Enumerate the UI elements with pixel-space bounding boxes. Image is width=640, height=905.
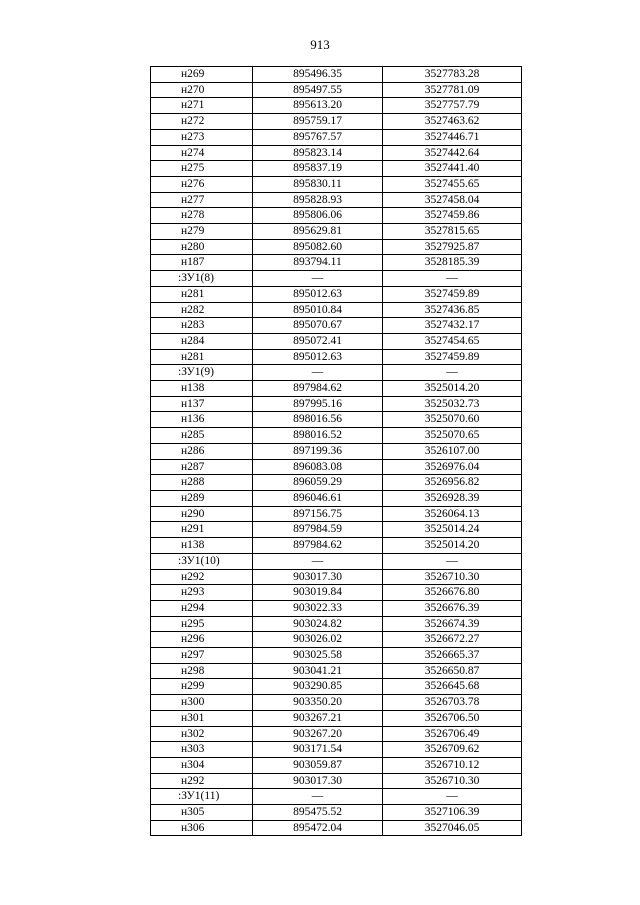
- point-name-cell: н292: [151, 569, 253, 585]
- table-row: [151, 412, 522, 428]
- table-row: [151, 522, 522, 538]
- point-name-cell: н301: [151, 710, 253, 726]
- point-name-cell: н285: [151, 428, 253, 444]
- y-coordinate-cell: 3528185.39: [383, 255, 522, 271]
- y-coordinate-cell: 3527781.09: [383, 82, 522, 98]
- x-coordinate-cell: 898016.52: [253, 428, 383, 444]
- y-coordinate-cell: 3526676.39: [383, 600, 522, 616]
- point-name-cell: :ЗУ1(8): [151, 271, 253, 287]
- section-header-row: [151, 365, 522, 381]
- table-row: [151, 82, 522, 98]
- point-name-cell: н276: [151, 176, 253, 192]
- x-coordinate-cell: 903267.20: [253, 726, 383, 742]
- point-name-cell: н270: [151, 82, 253, 98]
- y-coordinate-cell: 3527459.86: [383, 208, 522, 224]
- y-coordinate-cell: 3526706.50: [383, 710, 522, 726]
- table-row: [151, 208, 522, 224]
- x-coordinate-cell: 903025.58: [253, 648, 383, 664]
- section-header-row: [151, 789, 522, 805]
- point-name-cell: н275: [151, 161, 253, 177]
- y-coordinate-cell: 3526956.82: [383, 475, 522, 491]
- y-coordinate-cell: 3527436.85: [383, 302, 522, 318]
- x-coordinate-cell: 895823.14: [253, 145, 383, 161]
- x-coordinate-cell: 895828.93: [253, 192, 383, 208]
- table-row: [151, 663, 522, 679]
- x-coordinate-cell: 903017.30: [253, 569, 383, 585]
- point-name-cell: н138: [151, 381, 253, 397]
- y-coordinate-cell: 3526672.27: [383, 632, 522, 648]
- table-row: [151, 648, 522, 664]
- x-coordinate-cell: 903019.84: [253, 585, 383, 601]
- point-name-cell: н290: [151, 506, 253, 522]
- y-coordinate-cell: 3526674.39: [383, 616, 522, 632]
- table-row: [151, 192, 522, 208]
- point-name-cell: н269: [151, 67, 253, 83]
- y-coordinate-cell: —: [383, 789, 522, 805]
- table-row: [151, 773, 522, 789]
- table-row: [151, 349, 522, 365]
- y-coordinate-cell: 3527757.79: [383, 98, 522, 114]
- x-coordinate-cell: 897984.59: [253, 522, 383, 538]
- point-name-cell: н280: [151, 239, 253, 255]
- point-name-cell: н298: [151, 663, 253, 679]
- section-header-row: [151, 553, 522, 569]
- point-name-cell: н303: [151, 742, 253, 758]
- y-coordinate-cell: —: [383, 365, 522, 381]
- point-name-cell: н299: [151, 679, 253, 695]
- point-name-cell: н306: [151, 820, 253, 836]
- x-coordinate-cell: 903267.21: [253, 710, 383, 726]
- x-coordinate-cell: 893794.11: [253, 255, 383, 271]
- y-coordinate-cell: 3525070.65: [383, 428, 522, 444]
- point-name-cell: н292: [151, 773, 253, 789]
- x-coordinate-cell: 896083.08: [253, 459, 383, 475]
- x-coordinate-cell: 895070.67: [253, 318, 383, 334]
- y-coordinate-cell: 3527446.71: [383, 129, 522, 145]
- table-row: [151, 506, 522, 522]
- point-name-cell: :ЗУ1(9): [151, 365, 253, 381]
- point-name-cell: н287: [151, 459, 253, 475]
- x-coordinate-cell: 895012.63: [253, 349, 383, 365]
- point-name-cell: н279: [151, 224, 253, 240]
- point-name-cell: н305: [151, 805, 253, 821]
- point-name-cell: н282: [151, 302, 253, 318]
- x-coordinate-cell: 895806.06: [253, 208, 383, 224]
- y-coordinate-cell: —: [383, 271, 522, 287]
- table-row: [151, 302, 522, 318]
- point-name-cell: :ЗУ1(10): [151, 553, 253, 569]
- y-coordinate-cell: 3526928.39: [383, 490, 522, 506]
- point-name-cell: н272: [151, 114, 253, 130]
- y-coordinate-cell: 3526665.37: [383, 648, 522, 664]
- point-name-cell: н291: [151, 522, 253, 538]
- x-coordinate-cell: 895767.57: [253, 129, 383, 145]
- point-name-cell: н286: [151, 443, 253, 459]
- point-name-cell: н281: [151, 286, 253, 302]
- point-name-cell: н304: [151, 757, 253, 773]
- table-row: [151, 396, 522, 412]
- y-coordinate-cell: 3525070.60: [383, 412, 522, 428]
- x-coordinate-cell: 903026.02: [253, 632, 383, 648]
- x-coordinate-cell: 903017.30: [253, 773, 383, 789]
- table-row: [151, 585, 522, 601]
- point-name-cell: н293: [151, 585, 253, 601]
- point-name-cell: н138: [151, 538, 253, 554]
- x-coordinate-cell: 896046.61: [253, 490, 383, 506]
- y-coordinate-cell: 3526710.30: [383, 773, 522, 789]
- x-coordinate-cell: —: [253, 553, 383, 569]
- table-row: [151, 490, 522, 506]
- y-coordinate-cell: 3527463.62: [383, 114, 522, 130]
- y-coordinate-cell: 3526976.04: [383, 459, 522, 475]
- page-number: 913: [310, 37, 330, 52]
- point-name-cell: н302: [151, 726, 253, 742]
- x-coordinate-cell: 895012.63: [253, 286, 383, 302]
- point-name-cell: :ЗУ1(11): [151, 789, 253, 805]
- x-coordinate-cell: 895837.19: [253, 161, 383, 177]
- x-coordinate-cell: —: [253, 789, 383, 805]
- table-row: [151, 459, 522, 475]
- point-name-cell: н273: [151, 129, 253, 145]
- point-name-cell: н294: [151, 600, 253, 616]
- point-name-cell: н137: [151, 396, 253, 412]
- table-row: [151, 475, 522, 491]
- x-coordinate-cell: 903171.54: [253, 742, 383, 758]
- point-name-cell: н187: [151, 255, 253, 271]
- y-coordinate-cell: 3526709.62: [383, 742, 522, 758]
- table-row: [151, 318, 522, 334]
- table-row: [151, 820, 522, 836]
- y-coordinate-cell: 3527046.05: [383, 820, 522, 836]
- section-header-row: [151, 271, 522, 287]
- x-coordinate-cell: 903022.33: [253, 600, 383, 616]
- y-coordinate-cell: 3527459.89: [383, 349, 522, 365]
- point-name-cell: н281: [151, 349, 253, 365]
- x-coordinate-cell: 895613.20: [253, 98, 383, 114]
- x-coordinate-cell: 897984.62: [253, 538, 383, 554]
- x-coordinate-cell: 895496.35: [253, 67, 383, 83]
- table-row: [151, 129, 522, 145]
- table-row: [151, 239, 522, 255]
- table-row: [151, 428, 522, 444]
- table-row: [151, 443, 522, 459]
- x-coordinate-cell: 895629.81: [253, 224, 383, 240]
- point-name-cell: н283: [151, 318, 253, 334]
- table-row: [151, 161, 522, 177]
- y-coordinate-cell: 3525014.24: [383, 522, 522, 538]
- y-coordinate-cell: 3526107.00: [383, 443, 522, 459]
- y-coordinate-cell: 3526064.13: [383, 506, 522, 522]
- y-coordinate-cell: 3526645.68: [383, 679, 522, 695]
- x-coordinate-cell: 897156.75: [253, 506, 383, 522]
- x-coordinate-cell: 903059.87: [253, 757, 383, 773]
- table-row: [151, 98, 522, 114]
- y-coordinate-cell: 3527432.17: [383, 318, 522, 334]
- x-coordinate-cell: —: [253, 365, 383, 381]
- table-row: [151, 224, 522, 240]
- x-coordinate-cell: 896059.29: [253, 475, 383, 491]
- table-row: [151, 569, 522, 585]
- table-row: [151, 632, 522, 648]
- x-coordinate-cell: 903290.85: [253, 679, 383, 695]
- y-coordinate-cell: 3526650.87: [383, 663, 522, 679]
- table-row: [151, 757, 522, 773]
- y-coordinate-cell: 3526703.78: [383, 695, 522, 711]
- coordinates-table-body: [151, 67, 522, 836]
- table-row: [151, 742, 522, 758]
- y-coordinate-cell: —: [383, 553, 522, 569]
- y-coordinate-cell: 3527441.40: [383, 161, 522, 177]
- x-coordinate-cell: 903350.20: [253, 695, 383, 711]
- coordinates-table: [150, 66, 522, 836]
- point-name-cell: н300: [151, 695, 253, 711]
- x-coordinate-cell: 897995.16: [253, 396, 383, 412]
- x-coordinate-cell: 895072.41: [253, 333, 383, 349]
- point-name-cell: н288: [151, 475, 253, 491]
- table-row: [151, 333, 522, 349]
- y-coordinate-cell: 3525032.73: [383, 396, 522, 412]
- x-coordinate-cell: 895830.11: [253, 176, 383, 192]
- y-coordinate-cell: 3526710.30: [383, 569, 522, 585]
- point-name-cell: н297: [151, 648, 253, 664]
- y-coordinate-cell: 3525014.20: [383, 538, 522, 554]
- x-coordinate-cell: 895010.84: [253, 302, 383, 318]
- table-row: [151, 710, 522, 726]
- table-row: [151, 255, 522, 271]
- table-row: [151, 679, 522, 695]
- y-coordinate-cell: 3526706.49: [383, 726, 522, 742]
- y-coordinate-cell: 3527455.65: [383, 176, 522, 192]
- table-row: [151, 600, 522, 616]
- table-row: [151, 67, 522, 83]
- x-coordinate-cell: 895497.55: [253, 82, 383, 98]
- table-row: [151, 145, 522, 161]
- y-coordinate-cell: 3527106.39: [383, 805, 522, 821]
- x-coordinate-cell: 895082.60: [253, 239, 383, 255]
- table-row: [151, 805, 522, 821]
- x-coordinate-cell: 895759.17: [253, 114, 383, 130]
- point-name-cell: н284: [151, 333, 253, 349]
- table-row: [151, 538, 522, 554]
- table-row: [151, 114, 522, 130]
- point-name-cell: н296: [151, 632, 253, 648]
- x-coordinate-cell: 897984.62: [253, 381, 383, 397]
- table-row: [151, 381, 522, 397]
- point-name-cell: н271: [151, 98, 253, 114]
- y-coordinate-cell: 3527458.04: [383, 192, 522, 208]
- y-coordinate-cell: 3527783.28: [383, 67, 522, 83]
- point-name-cell: н277: [151, 192, 253, 208]
- point-name-cell: н289: [151, 490, 253, 506]
- x-coordinate-cell: —: [253, 271, 383, 287]
- x-coordinate-cell: 898016.56: [253, 412, 383, 428]
- table-row: [151, 695, 522, 711]
- point-name-cell: н274: [151, 145, 253, 161]
- point-name-cell: н136: [151, 412, 253, 428]
- table-row: [151, 286, 522, 302]
- table-row: [151, 176, 522, 192]
- x-coordinate-cell: 897199.36: [253, 443, 383, 459]
- point-name-cell: н295: [151, 616, 253, 632]
- y-coordinate-cell: 3526676.80: [383, 585, 522, 601]
- x-coordinate-cell: 903041.21: [253, 663, 383, 679]
- y-coordinate-cell: 3527454.65: [383, 333, 522, 349]
- x-coordinate-cell: 895472.04: [253, 820, 383, 836]
- point-name-cell: н278: [151, 208, 253, 224]
- table-row: [151, 616, 522, 632]
- y-coordinate-cell: 3526710.12: [383, 757, 522, 773]
- y-coordinate-cell: 3527925.87: [383, 239, 522, 255]
- x-coordinate-cell: 895475.52: [253, 805, 383, 821]
- y-coordinate-cell: 3527815.65: [383, 224, 522, 240]
- x-coordinate-cell: 903024.82: [253, 616, 383, 632]
- y-coordinate-cell: 3527442.64: [383, 145, 522, 161]
- y-coordinate-cell: 3527459.89: [383, 286, 522, 302]
- y-coordinate-cell: 3525014.20: [383, 381, 522, 397]
- table-row: [151, 726, 522, 742]
